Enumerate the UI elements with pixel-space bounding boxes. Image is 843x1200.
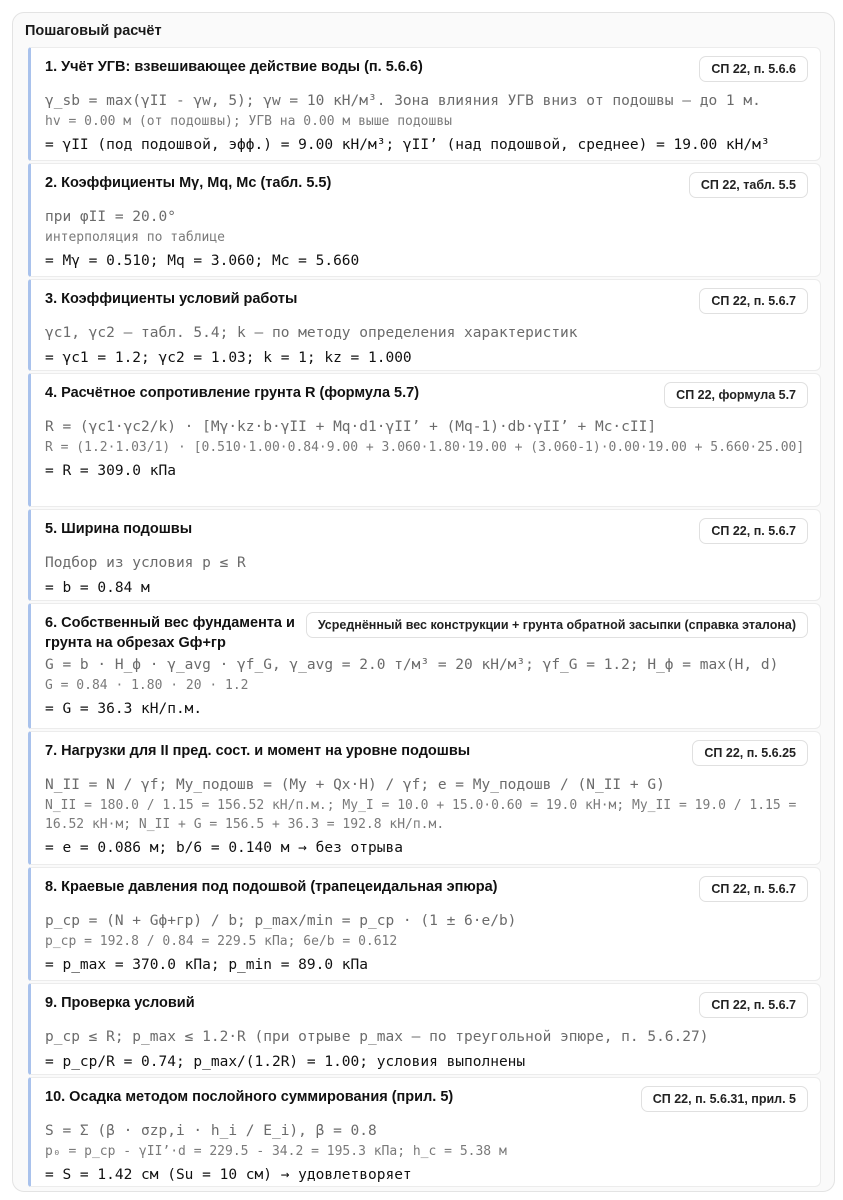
- step-formula: R = (γc1·γc2/k) · [Mγ·kz·b·γII + Mq·d1·γII’ + (Mq-1)·db·γII’ + Mc·cII]: [45, 419, 657, 435]
- step-title: 3. Коэффициенты условий работы: [45, 291, 298, 307]
- step-card-9: [28, 983, 821, 1075]
- step-card-2: [28, 163, 821, 277]
- step-title: 5. Ширина подошвы: [45, 521, 193, 537]
- ref-badge: Усреднённый вес конструкции + грунта обратной засыпки (справка эталона): [306, 612, 808, 638]
- ref-badge: СП 22, п. 5.6.7: [699, 288, 808, 314]
- step-title: 9. Проверка условий: [45, 995, 195, 1011]
- ref-badge: СП 22, п. 5.6.7: [699, 518, 808, 544]
- step-substitution: hv = 0.00 м (от подошвы); УГВ на 0.00 м выше подошвы: [45, 114, 452, 129]
- step-substitution: p_cp = 192.8 / 0.84 = 229.5 кПа; 6e/b = 0.612: [45, 934, 398, 949]
- step-substitution: интерполяция по таблице: [45, 230, 226, 245]
- step-title: 8. Краевые давления под подошвой (трапецеидальная эпюра): [45, 879, 498, 895]
- ref-badge: СП 22, формула 5.7: [664, 382, 808, 408]
- step-card-3: [28, 279, 821, 371]
- step-result: = e = 0.086 м; b/6 = 0.140 м → без отрыва: [45, 840, 403, 856]
- step-formula: p_cp = (N + Gф+гр) / b; p_max/min = p_cp · (1 ± 6·e/b): [45, 913, 517, 929]
- step-substitution: R = (1.2·1.03/1) · [0.510·1.00·0.84·9.00 + 3.060·1.80·19.00 + (3.060-1)·0.00·19.00 + 5.660·25.00]: [45, 440, 805, 455]
- step-card-8: [28, 867, 821, 981]
- step-result: = p_cp/R = 0.74; p_max/(1.2R) = 1.00; условия выполнены: [45, 1054, 526, 1070]
- step-result: = S = 1.42 см (Su = 10 см) → удовлетворяет: [45, 1167, 412, 1183]
- step-card-6: [28, 603, 821, 729]
- step-card-7: [28, 731, 821, 865]
- step-formula: Подбор из условия p ≤ R: [45, 555, 246, 571]
- panel-title: Пошаговый расчёт: [25, 23, 162, 39]
- step-result: = G = 36.3 кН/п.м.: [45, 701, 203, 717]
- step-title: 2. Коэффициенты Mγ, Mq, Mc (табл. 5.5): [45, 175, 332, 191]
- step-title: 1. Учёт УГВ: взвешивающее действие воды (п. 5.6.6): [45, 59, 423, 75]
- step-title: 6. Собственный вес фундамента и грунта на обрезах Gф+гр: [45, 615, 295, 651]
- step-formula: γ_sb = max(γII - γw, 5); γw = 10 кН/м³. Зона влияния УГВ вниз от подошвы — до 1 м.: [45, 93, 761, 109]
- ref-badge: СП 22, табл. 5.5: [689, 172, 808, 198]
- step-result: = γII (под подошвой, эфф.) = 9.00 кН/м³; γII’ (над подошвой, среднее) = 19.00 кН/м³: [45, 137, 770, 153]
- step-result: = b = 0.84 м: [45, 580, 150, 596]
- step-substitution: N_II = 180.0 / 1.15 = 156.52 кН/п.м.; My_I = 10.0 + 15.0·0.60 = 19.0 кН·м; My_II = 19.0 / 1.15 = 16.52 кН·м; N_II + G = 156.5 + 36.3 = 192.8 кН/п.м.: [45, 798, 797, 832]
- step-result: = R = 309.0 кПа: [45, 463, 176, 479]
- ref-badge: СП 22, п. 5.6.7: [699, 992, 808, 1018]
- step-formula: N_II = N / γf; My_подошв = (My + Qx·H) / γf; e = My_подошв / (N_II + G): [45, 777, 665, 793]
- ref-badge: СП 22, п. 5.6.7: [699, 876, 808, 902]
- step-card-4: [28, 373, 821, 507]
- step-card-1: [28, 47, 821, 161]
- step-formula: p_cp ≤ R; p_max ≤ 1.2·R (при отрыве p_max — по треугольной эпюре, п. 5.6.27): [45, 1029, 709, 1045]
- step-card-10: [28, 1077, 821, 1187]
- step-card-5: [28, 509, 821, 601]
- step-title: 10. Осадка методом послойного суммирования (прил. 5): [45, 1089, 454, 1105]
- step-substitution: p₀ = p_cp - γII’·d = 229.5 - 34.2 = 195.3 кПа; h_c = 5.38 м: [45, 1144, 507, 1159]
- step-title: 7. Нагрузки для II пред. сост. и момент на уровне подошвы: [45, 743, 471, 759]
- step-substitution: G = 0.84 · 1.80 · 20 · 1.2: [45, 678, 249, 693]
- step-formula: G = b · H_ф · γ_avg · γf_G, γ_avg = 2.0 т/м³ = 20 кН/м³; γf_G = 1.2; H_ф = max(H, d): [45, 657, 779, 673]
- ref-badge: СП 22, п. 5.6.25: [692, 740, 808, 766]
- step-formula: при φII = 20.0°: [45, 209, 176, 225]
- calculation-panel: [12, 12, 835, 1192]
- step-result: = Mγ = 0.510; Mq = 3.060; Mc = 5.660: [45, 253, 360, 269]
- step-result: = p_max = 370.0 кПа; p_min = 89.0 кПа: [45, 957, 369, 973]
- ref-badge: СП 22, п. 5.6.31, прил. 5: [641, 1086, 808, 1112]
- step-title: 4. Расчётное сопротивление грунта R (формула 5.7): [45, 385, 420, 401]
- step-result: = γc1 = 1.2; γc2 = 1.03; k = 1; kz = 1.000: [45, 350, 412, 366]
- step-formula: S = Σ (β · σzp,i · h_i / E_i), β = 0.8: [45, 1123, 377, 1139]
- step-formula: γc1, γc2 — табл. 5.4; k — по методу определения характеристик: [45, 325, 578, 341]
- ref-badge: СП 22, п. 5.6.6: [699, 56, 808, 82]
